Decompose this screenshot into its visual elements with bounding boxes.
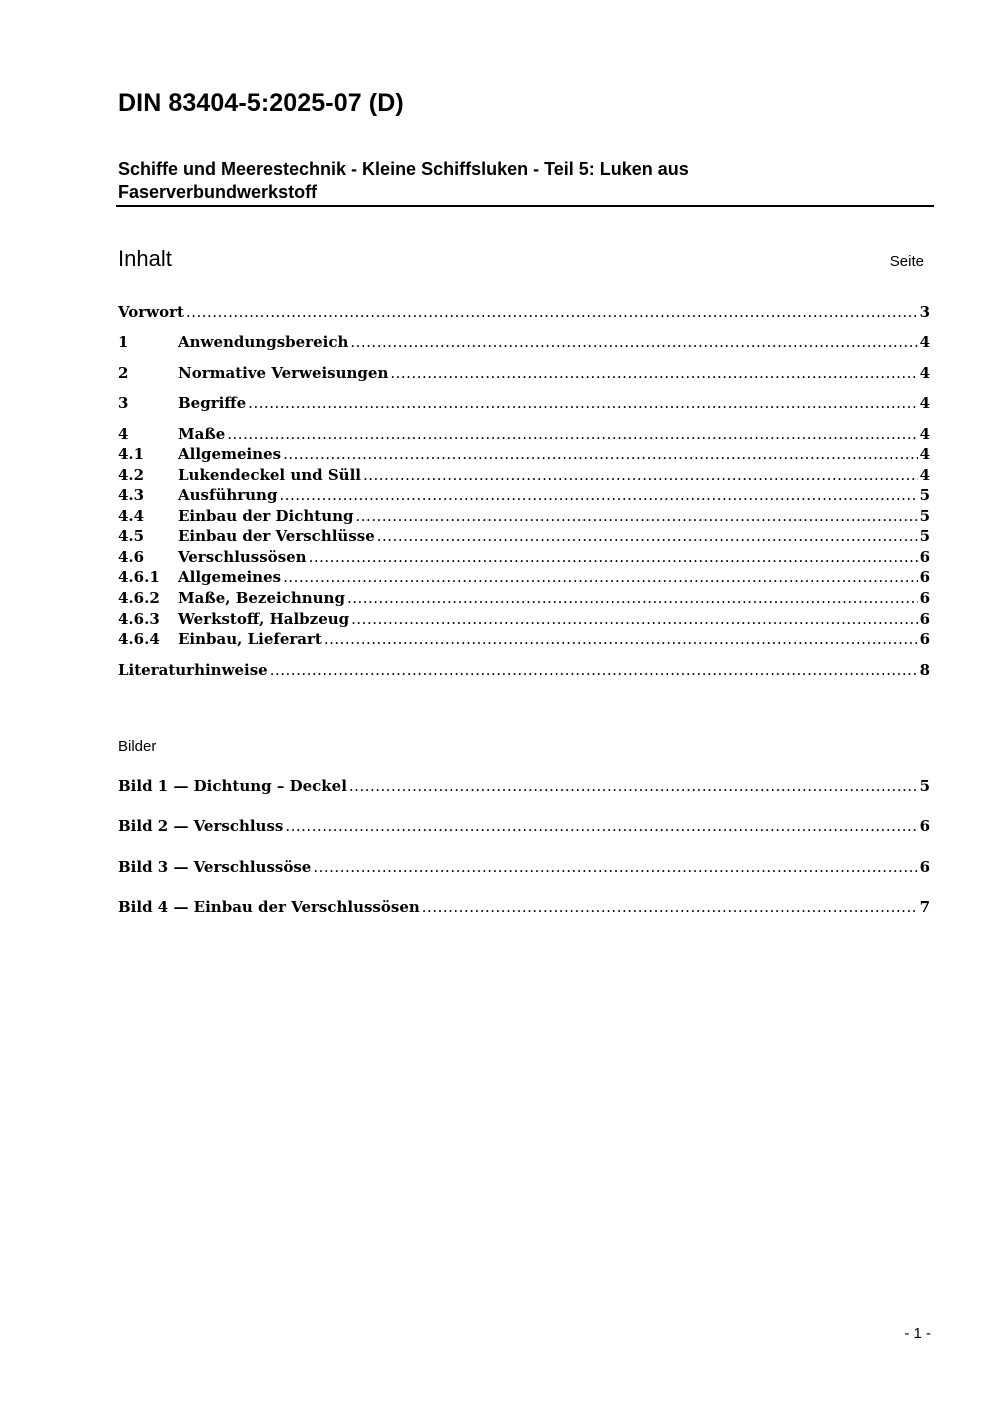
toc-entry-page: 6 bbox=[919, 589, 930, 607]
toc-entry-label: Einbau der Dichtung bbox=[178, 507, 354, 525]
toc-entry-label: Anwendungsbereich bbox=[178, 333, 349, 351]
toc-entry-page: 4 bbox=[919, 445, 930, 463]
toc-entry-4-6-3[interactable] bbox=[118, 609, 930, 629]
toc-entry-label: Werkstoff, Halbzeug bbox=[178, 610, 350, 628]
toc-leader bbox=[347, 588, 918, 608]
toc-entry-number: 4.6.2 bbox=[118, 589, 160, 607]
toc-entry-page: 4 bbox=[919, 466, 930, 484]
toc-entry-page: 5 bbox=[919, 486, 930, 504]
toc-leader bbox=[377, 526, 918, 546]
toc-entry-4-6-2[interactable] bbox=[118, 588, 930, 608]
toc-entry-vorwort[interactable] bbox=[118, 302, 930, 322]
toc-entry-4[interactable] bbox=[118, 424, 930, 444]
toc-entry-page: 6 bbox=[919, 568, 930, 586]
figure-entry-page: 5 bbox=[919, 777, 930, 795]
toc-leader bbox=[186, 302, 918, 322]
toc-leader bbox=[270, 660, 918, 680]
toc-entry-page: 5 bbox=[919, 527, 930, 545]
toc-entry-label: Ausführung bbox=[178, 486, 278, 504]
toc-entry-number: 4.6 bbox=[118, 548, 145, 566]
toc-entry-literaturhinweise[interactable] bbox=[118, 660, 930, 680]
toc-heading: Inhalt bbox=[118, 246, 172, 271]
figure-entry-page: 6 bbox=[919, 817, 930, 835]
toc-leader bbox=[350, 332, 917, 352]
toc-leader bbox=[390, 363, 917, 383]
toc-entry-4-3[interactable] bbox=[118, 485, 930, 505]
figure-entry-label: Bild 2 — Verschluss bbox=[118, 817, 284, 835]
figure-entry-label: Bild 3 — Verschlussöse bbox=[118, 858, 312, 876]
toc-entry-label: Lukendeckel und Süll bbox=[178, 466, 361, 484]
toc-leader bbox=[283, 567, 917, 587]
toc-entry-page: 4 bbox=[919, 394, 930, 412]
figure-entry-1[interactable] bbox=[118, 776, 930, 796]
toc-entry-number: 1 bbox=[118, 333, 129, 351]
toc-entry-number: 2 bbox=[118, 364, 129, 382]
toc-leader bbox=[285, 816, 917, 836]
toc-entry-page: 4 bbox=[919, 333, 930, 351]
toc-entry-label: Einbau der Verschlüsse bbox=[178, 527, 375, 545]
toc-leader bbox=[309, 547, 918, 567]
toc-leader bbox=[324, 629, 918, 649]
toc-entry-page: 6 bbox=[919, 610, 930, 628]
toc-entry-4-6-4[interactable] bbox=[118, 629, 930, 649]
figure-entry-4[interactable] bbox=[118, 897, 930, 917]
toc-entry-page: 4 bbox=[919, 425, 930, 443]
toc-entry-number: 4.6.4 bbox=[118, 630, 160, 648]
toc-entry-page: 4 bbox=[919, 364, 930, 382]
figure-entry-label: Bild 1 — Dichtung – Deckel bbox=[118, 777, 347, 795]
toc-leader bbox=[351, 609, 917, 629]
toc-leader bbox=[248, 393, 917, 413]
figure-entry-label: Bild 4 — Einbau der Verschlussösen bbox=[118, 898, 420, 916]
toc-entry-label: Allgemeines bbox=[178, 445, 282, 463]
figure-entry-3[interactable] bbox=[118, 857, 930, 877]
toc-leader bbox=[356, 506, 918, 526]
toc-entry-4-2[interactable] bbox=[118, 465, 930, 485]
toc-entry-label: Einbau, Lieferart bbox=[178, 630, 322, 648]
figure-entry-2[interactable] bbox=[118, 816, 930, 836]
toc-entry-label: Normative Verweisungen bbox=[178, 364, 389, 382]
toc-leader bbox=[283, 444, 917, 464]
toc-entry-1[interactable] bbox=[118, 332, 930, 352]
figure-entry-page: 6 bbox=[919, 858, 930, 876]
toc-entry-number: 4 bbox=[118, 425, 129, 443]
figures-heading: Bilder bbox=[118, 738, 157, 755]
toc-leader bbox=[349, 776, 918, 796]
title-divider bbox=[116, 205, 934, 207]
page-column-label: Seite bbox=[889, 253, 924, 270]
toc-entry-label: Begriffe bbox=[178, 394, 247, 412]
toc-entry-label: Allgemeines bbox=[178, 568, 282, 586]
toc-entry-number: 3 bbox=[118, 394, 129, 412]
figure-entry-page: 7 bbox=[919, 898, 930, 916]
toc-leader bbox=[227, 424, 917, 444]
toc-entry-3[interactable] bbox=[118, 393, 930, 413]
toc-entry-page: 5 bbox=[919, 507, 930, 525]
toc-entry-4-4[interactable] bbox=[118, 506, 930, 526]
toc-entry-number: 4.4 bbox=[118, 507, 145, 525]
toc-entry-number: 4.3 bbox=[118, 486, 145, 504]
page-number: - 1 - bbox=[904, 1325, 931, 1342]
toc-entry-4-6-1[interactable] bbox=[118, 567, 930, 587]
toc-leader bbox=[313, 857, 917, 877]
toc-entry-number: 4.1 bbox=[118, 445, 145, 463]
toc-entry-page: 3 bbox=[919, 303, 930, 321]
toc-entry-label: Verschlussösen bbox=[178, 548, 307, 566]
toc-entry-4-6[interactable] bbox=[118, 547, 930, 567]
toc-entry-page: 6 bbox=[919, 548, 930, 566]
toc-entry-4-1[interactable] bbox=[118, 444, 930, 464]
toc-entry-label: Maße, Bezeichnung bbox=[178, 589, 345, 607]
toc-entry-label: Literaturhinweise bbox=[118, 661, 268, 679]
document-id: DIN 83404-5:2025-07 (D) bbox=[118, 89, 404, 117]
toc-entry-page: 6 bbox=[919, 630, 930, 648]
toc-entry-2[interactable] bbox=[118, 363, 930, 383]
toc-entry-number: 4.6.1 bbox=[118, 568, 160, 586]
toc-entry-number: 4.6.3 bbox=[118, 610, 160, 628]
toc-entry-label: Maße bbox=[178, 425, 226, 443]
toc-entry-number: 4.2 bbox=[118, 466, 145, 484]
toc-leader bbox=[422, 897, 918, 917]
toc-entry-page: 8 bbox=[919, 661, 930, 679]
toc-entry-4-5[interactable] bbox=[118, 526, 930, 546]
toc-entry-label: Vorwort bbox=[118, 303, 184, 321]
document-title: Schiffe und Meerestechnik - Kleine Schiffsluken - Teil 5: Luken aus Faserverbundwerkstoff bbox=[118, 159, 689, 202]
toc-entry-number: 4.5 bbox=[118, 527, 145, 545]
toc-leader bbox=[279, 485, 917, 505]
toc-leader bbox=[363, 465, 918, 485]
